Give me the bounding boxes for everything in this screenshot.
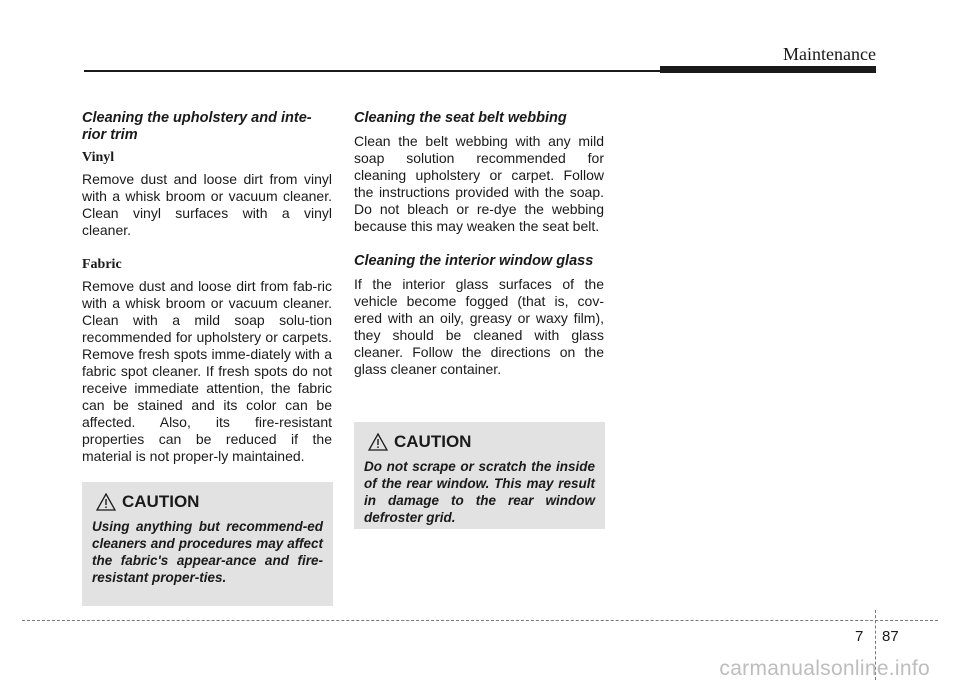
caution-text: Do not scrape or scratch the inside of the rear window. This may result in damage to the rear window defroster grid. bbox=[364, 459, 595, 525]
caution-box-fabric bbox=[82, 482, 333, 606]
warning-icon bbox=[96, 493, 116, 511]
left-column bbox=[82, 110, 332, 465]
caution-text: Using anything but recommend-ed cleaners and procedures may affect the fabric's appear-ance and fire-resistant proper-ties. bbox=[92, 519, 323, 585]
vinyl-paragraph: Remove dust and loose dirt from vinyl with a whisk broom or vacuum cleaner. Clean vinyl surfaces with a vinyl cleaner. bbox=[82, 171, 332, 238]
warning-icon bbox=[368, 433, 388, 451]
watermark: carmanualsonline.info bbox=[719, 657, 930, 680]
fabric-paragraph: Remove dust and loose dirt from fab-ric with a whisk broom or vacuum cleaner. Clean with a mild soap solu-tion recommended for upholstery or carpets. Remove fresh spots imme-diately with a fabric spot cleaner. If fresh spots do not receive immediate attention, the fabric can be stained and its color can be affected. Also, its fire-resistant properties can be reduced if the material is not proper-ly maintained. bbox=[82, 278, 332, 464]
caution-title: CAUTION bbox=[394, 432, 472, 451]
header-divider-bar bbox=[660, 66, 876, 73]
chapter-number: 7 bbox=[855, 628, 864, 645]
fabric-subheading: Fabric bbox=[82, 257, 122, 272]
window-glass-heading: Cleaning the interior window glass bbox=[354, 253, 594, 269]
header-divider bbox=[84, 70, 660, 72]
window-glass-paragraph: If the interior glass surfaces of the vehicle become fogged (that is, cov-ered with an oily, greasy or waxy film), they should be cleaned with glass cleaner. Follow the directions on the glass cleaner container. bbox=[354, 276, 604, 377]
footer-divider bbox=[22, 620, 938, 621]
caution-box-window bbox=[354, 422, 605, 529]
caution-title: CAUTION bbox=[122, 492, 200, 511]
vinyl-subheading: Vinyl bbox=[82, 150, 115, 165]
upholstery-heading: Cleaning the upholstery and inte-rior trim bbox=[82, 110, 312, 143]
middle-column bbox=[354, 110, 604, 378]
seat-belt-heading: Cleaning the seat belt webbing bbox=[354, 110, 567, 126]
page-number: 87 bbox=[882, 628, 899, 645]
section-title: Maintenance bbox=[783, 44, 876, 64]
seat-belt-paragraph: Clean the belt webbing with any mild soap solution recommended for cleaning upholstery or carpet. Follow the instructions provided with the soap. Do not bleach or re-dye the webbing because this may weaken the seat belt. bbox=[354, 133, 604, 234]
